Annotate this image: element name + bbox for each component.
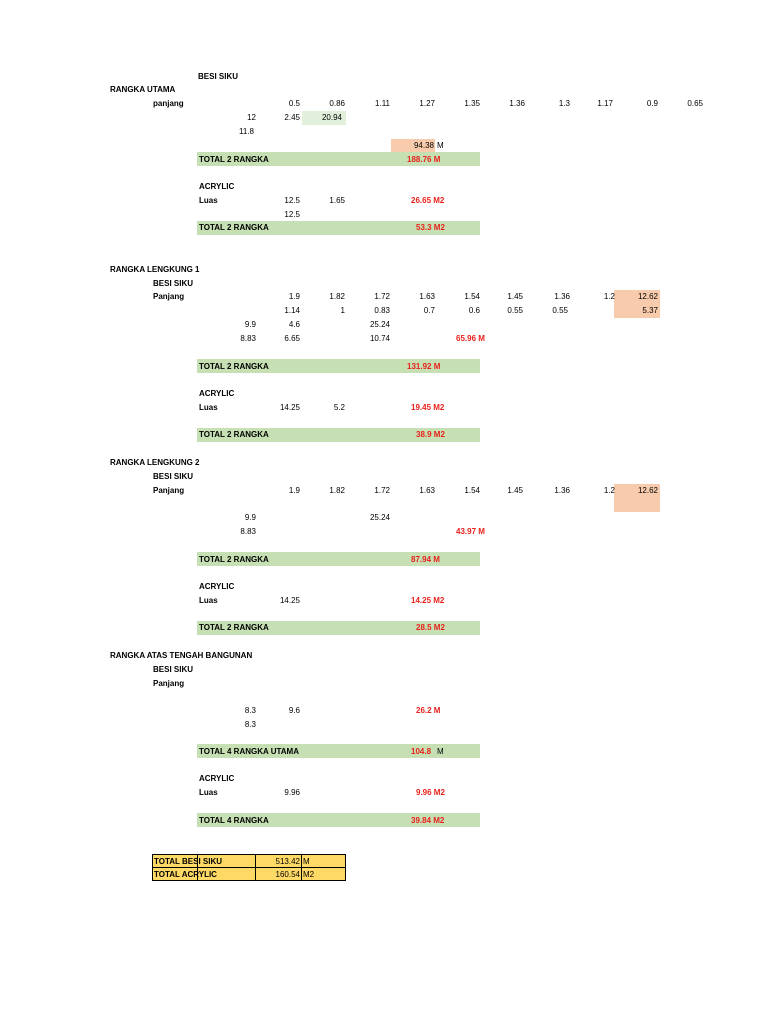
cell: 1.2	[603, 486, 615, 495]
total-value: 188.76 M	[407, 155, 441, 164]
total-value: 38.9 M2	[416, 430, 445, 439]
cell: 0.83	[374, 306, 390, 315]
section-label: BESI SIKU	[153, 665, 194, 674]
cell: 12	[247, 113, 256, 122]
luas-label: Luas	[199, 788, 218, 797]
luas-result: 26.65 M2	[411, 196, 445, 205]
cell: 1.63	[419, 292, 435, 301]
cell: 1.27	[419, 99, 435, 108]
cell: 1.82	[329, 486, 345, 495]
summary-besi-label: TOTAL BESI SIKU	[154, 857, 223, 866]
cell: 1.11	[375, 99, 390, 108]
luas-result: 19.45 M2	[411, 403, 445, 412]
cell: 20.94	[321, 113, 342, 122]
luas-result: 9.96 M2	[416, 788, 445, 797]
total-value: 39.84 M2	[411, 816, 445, 825]
cell: 14.25	[279, 596, 300, 605]
cell: 1.65	[329, 196, 345, 205]
cell: 1.2	[603, 292, 615, 301]
cell: 1.9	[288, 292, 300, 301]
row-result: 43.97 M	[456, 527, 485, 536]
cell: 1.36	[554, 292, 570, 301]
cell: 25.24	[369, 513, 390, 522]
row-label: Panjang	[153, 486, 185, 495]
row-result: 65.96 M	[456, 334, 485, 343]
cell: 2.45	[284, 113, 300, 122]
section-title: RANGKA ATAS TENGAH BANGUNAN	[110, 651, 253, 660]
cell: 1.54	[464, 292, 480, 301]
section-label: BESI SIKU	[153, 279, 194, 288]
cell: 10.74	[369, 334, 390, 343]
total-label: TOTAL 4 RANGKA UTAMA	[199, 747, 299, 756]
cell: 1.35	[464, 99, 480, 108]
total-unit: M	[437, 747, 444, 756]
cell: 0.86	[329, 99, 345, 108]
acrylic-label: ACRYLIC	[199, 182, 235, 191]
cell: 1.36	[554, 486, 570, 495]
total-value: 104.8	[411, 747, 432, 756]
summary-acrylic-label: TOTAL ACRYLIC	[154, 870, 217, 879]
total-label: TOTAL 2 RANGKA	[199, 623, 269, 632]
row-result: 26.2 M	[416, 706, 441, 715]
total-value: 87.94 M	[411, 555, 440, 564]
subtotal-unit: M	[437, 141, 444, 150]
cell: 9.96	[284, 788, 300, 797]
cell: 1.54	[464, 486, 480, 495]
summary-besi-value: 513.42	[275, 857, 300, 866]
summary-divider	[255, 854, 256, 881]
cell: 0.6	[468, 306, 480, 315]
summary-besi-unit: M	[303, 857, 310, 866]
section-label: BESI SIKU	[198, 72, 239, 81]
total-label: TOTAL 2 RANGKA	[199, 362, 269, 371]
cell: 0.7	[423, 306, 435, 315]
section-title: RANGKA LENGKUNG 2	[110, 458, 200, 467]
cell: 0.5	[288, 99, 300, 108]
cell: 5.2	[333, 403, 345, 412]
cell: 1.9	[288, 486, 300, 495]
total-value: 131.92 M	[407, 362, 441, 371]
section-title: RANGKA UTAMA	[110, 85, 176, 94]
cell: 1.82	[329, 292, 345, 301]
section-label: BESI SIKU	[153, 472, 194, 481]
cell: 14.25	[279, 403, 300, 412]
section-title: RANGKA LENGKUNG 1	[110, 265, 200, 274]
cell: 12.5	[284, 196, 300, 205]
total-value: 53.3 M2	[416, 223, 445, 232]
luas-label: Luas	[199, 196, 218, 205]
cell: 9.9	[244, 320, 256, 329]
row-label: panjang	[153, 99, 184, 108]
cell: 1.45	[507, 486, 523, 495]
cell: 1	[340, 306, 345, 315]
acrylic-label: ACRYLIC	[199, 389, 235, 398]
cell: 11.8	[239, 127, 254, 136]
total-label: TOTAL 2 RANGKA	[199, 155, 269, 164]
cell: 1.36	[509, 99, 525, 108]
luas-result: 14.25 M2	[411, 596, 445, 605]
cell: 0.65	[687, 99, 703, 108]
total-value: 28.5 M2	[416, 623, 445, 632]
total-label: TOTAL 4 RANGKA	[199, 816, 269, 825]
cell: 1.14	[284, 306, 300, 315]
cell: 1.45	[507, 292, 523, 301]
cell: 12.5	[284, 210, 300, 219]
summary-acrylic-unit: M2	[303, 870, 315, 879]
cell: 8.83	[240, 527, 256, 536]
cell: 0.55	[507, 306, 523, 315]
cell: 1.72	[374, 486, 390, 495]
cell: 4.6	[288, 320, 300, 329]
acrylic-label: ACRYLIC	[199, 774, 235, 783]
cell: 0.9	[646, 99, 658, 108]
summary-acrylic-value: 160.54	[275, 870, 300, 879]
cell: 6.65	[284, 334, 300, 343]
cell: 1.63	[419, 486, 435, 495]
acrylic-label: ACRYLIC	[199, 582, 235, 591]
cell: 1.3	[558, 99, 570, 108]
cell: 8.83	[240, 334, 256, 343]
cell: 8.3	[244, 706, 256, 715]
summary-divider	[301, 854, 302, 881]
cell: 12.62	[637, 486, 658, 495]
cell: 9.6	[288, 706, 300, 715]
cell: 12.62	[637, 292, 658, 301]
total-label: TOTAL 2 RANGKA	[199, 223, 269, 232]
cell: 1.72	[374, 292, 390, 301]
row-label: Panjang	[153, 292, 185, 301]
cell: 1.17	[597, 99, 613, 108]
row-label: Panjang	[153, 679, 185, 688]
total-label: TOTAL 2 RANGKA	[199, 430, 269, 439]
cell: 0.55	[552, 306, 568, 315]
luas-label: Luas	[199, 403, 218, 412]
total-label: TOTAL 2 RANGKA	[199, 555, 269, 564]
luas-label: Luas	[199, 596, 218, 605]
cell: 9.9	[244, 513, 256, 522]
cell: 25.24	[369, 320, 390, 329]
subtotal-value: 94.38	[413, 141, 434, 150]
cell: 8.3	[244, 720, 256, 729]
cell: 5.37	[642, 306, 658, 315]
